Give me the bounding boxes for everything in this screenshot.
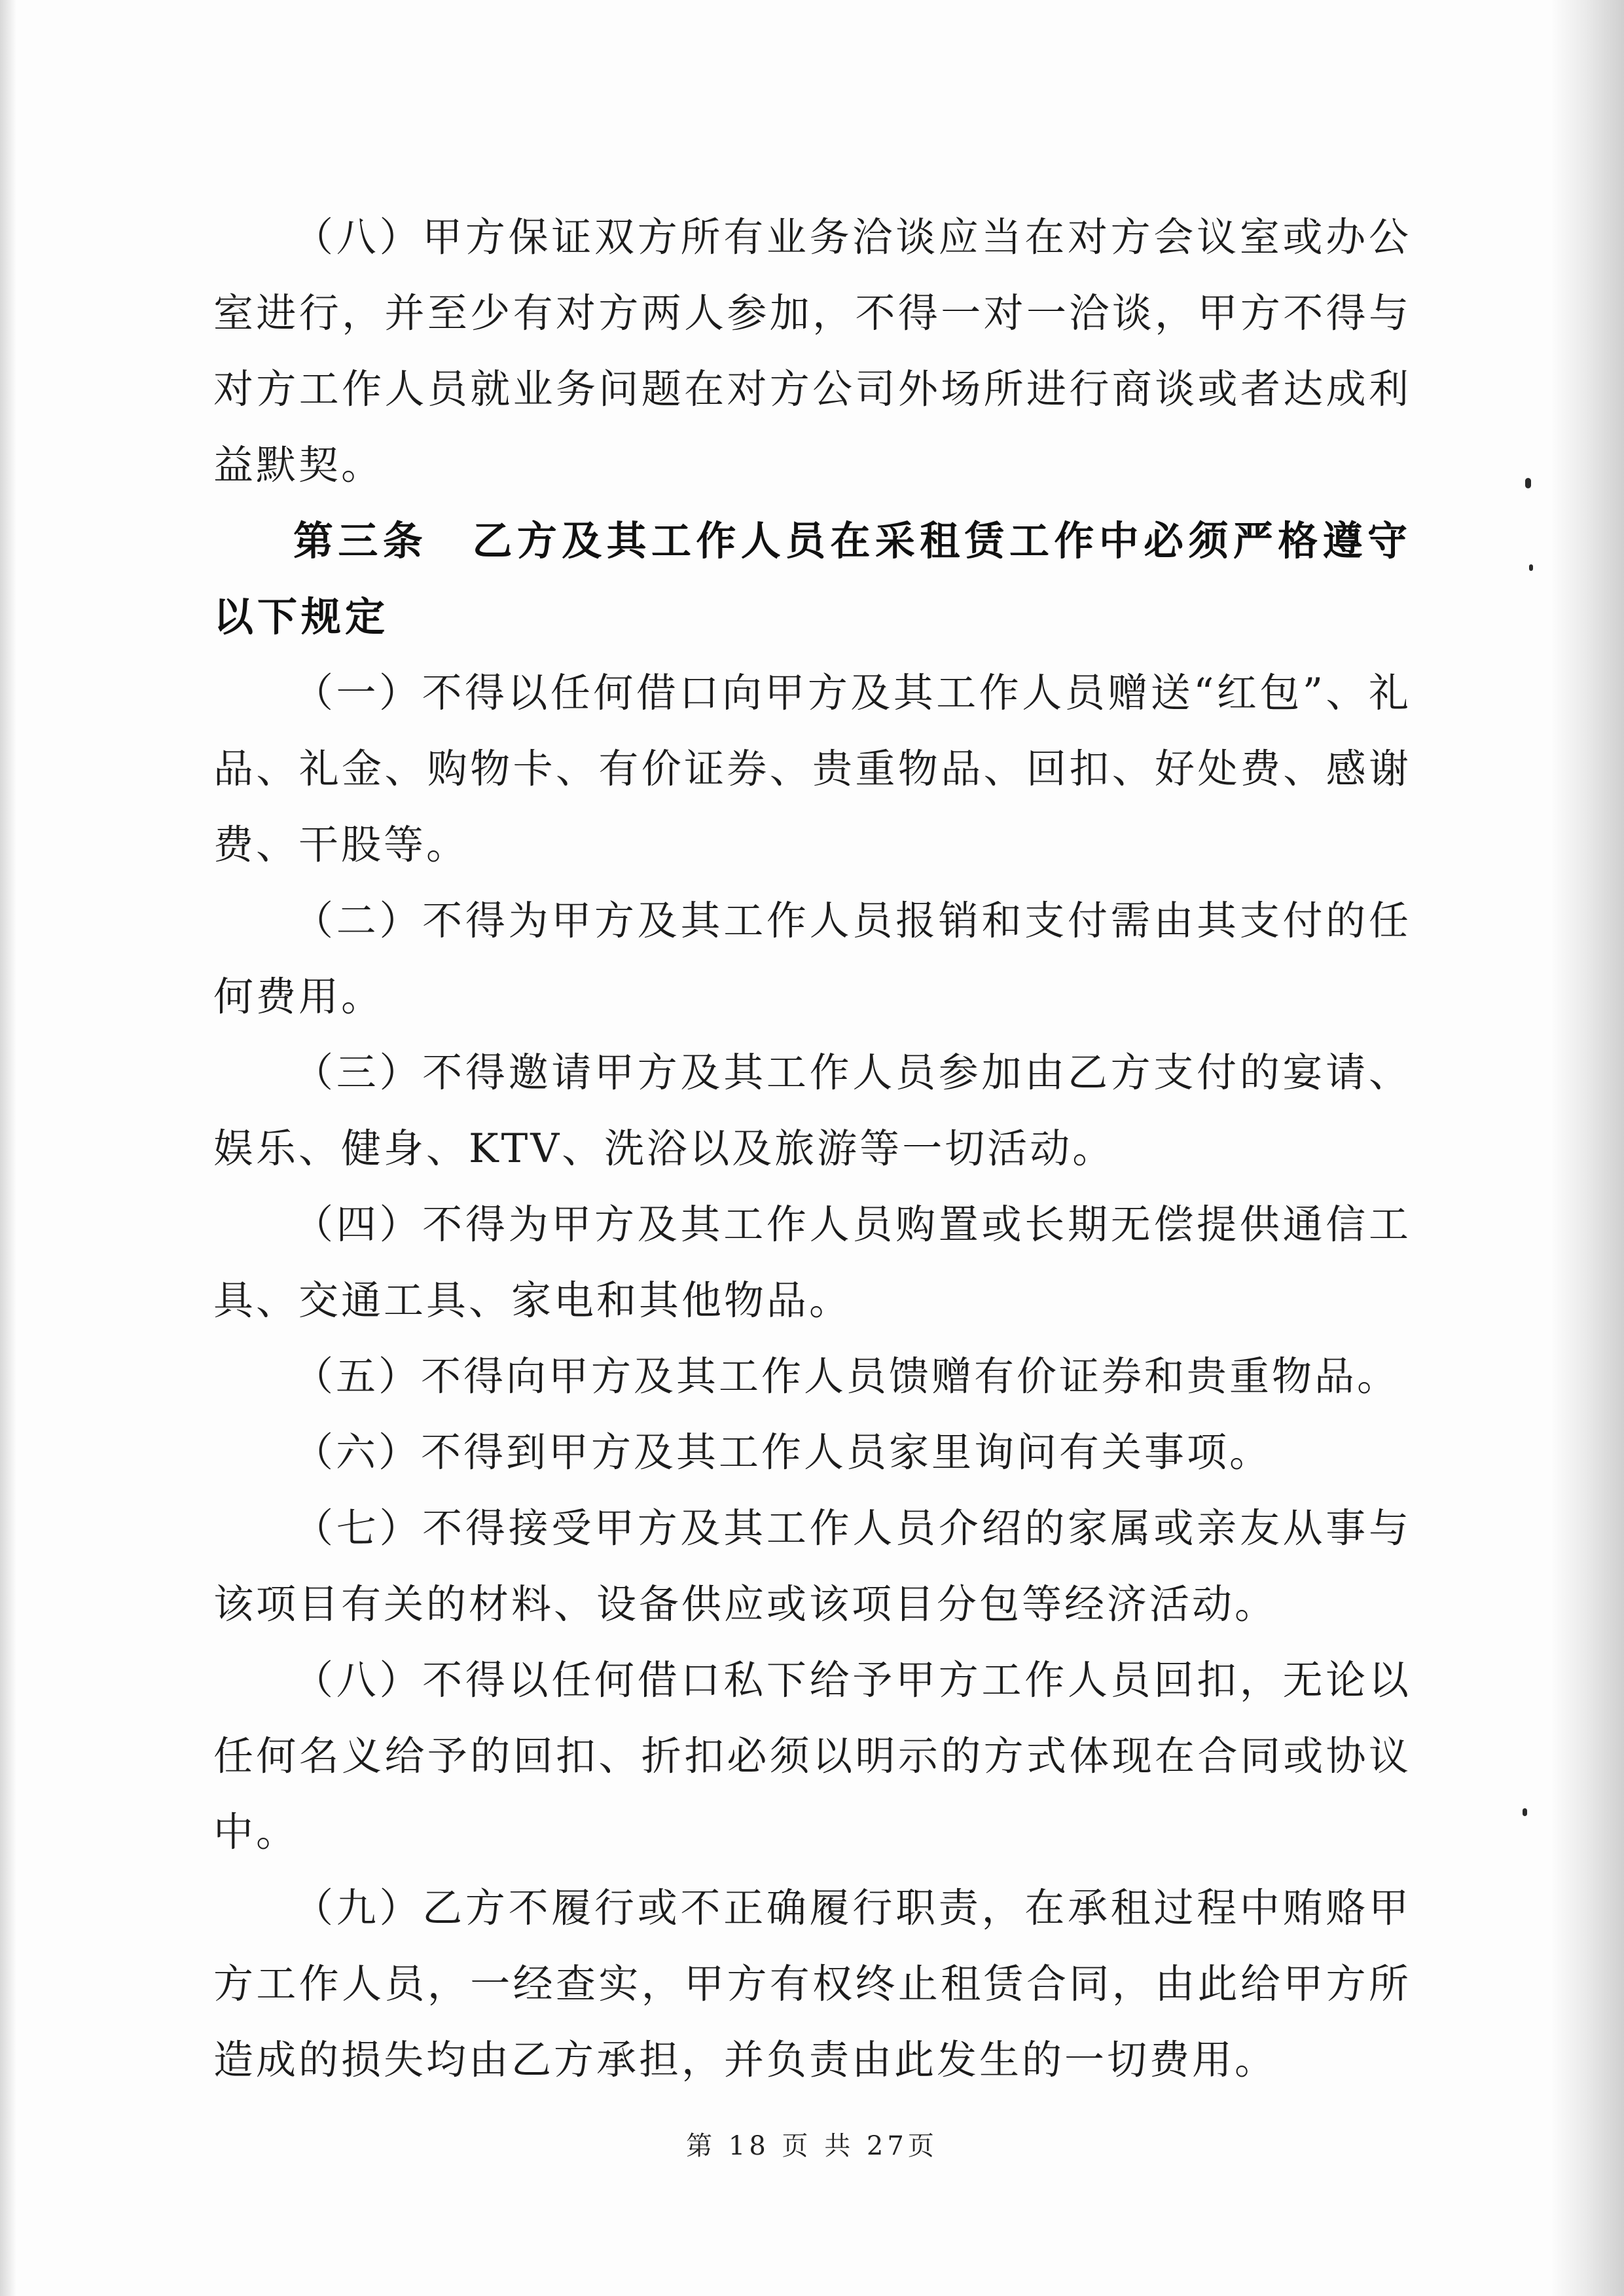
scan-speck: [1525, 478, 1531, 488]
paragraph-clause-3-3: （三）不得邀请甲方及其工作人员参加由乙方支付的宴请、娱乐、健身、KTV、洗浴以及旅游等一切活动。: [213, 1049, 1411, 1172]
paragraph-clause-3-8: （八）不得以任何借口私下给予甲方工作人员回扣，无论以任何名义给予的回扣、折扣必须以明示的方式体现在合同或协议中。: [213, 1657, 1411, 1855]
paragraph-clause-3-6: （六）不得到甲方及其工作人员家里询问有关事项。: [293, 1429, 1272, 1476]
scan-speck: [1529, 564, 1533, 571]
article-3-heading: 第三条 乙方及其工作人员在采租赁工作中必须严格遵守以下规定: [213, 518, 1411, 640]
scan-left-edge: [0, 0, 16, 2296]
paragraph-clause-3-5: （五）不得向甲方及其工作人员馈赠有价证券和贵重物品。: [293, 1353, 1400, 1400]
paragraph-clause-3-2: （二）不得为甲方及其工作人员报销和支付需由其支付的任何费用。: [213, 898, 1411, 1020]
paragraph-clause-3-9: （九）乙方不履行或不正确履行职责，在承租过程中贿赂甲方工作人员，一经查实，甲方有权终止租赁合同，由此给甲方所造成的损失均由乙方承担，并负责由此发生的一切费用。: [213, 1885, 1411, 2083]
page-number-footer: 第 18 页 共 27页: [686, 2131, 938, 2161]
paragraph-clause-3-4: （四）不得为甲方及其工作人员购置或长期无偿提供通信工具、交通工具、家电和其他物品。: [213, 1201, 1411, 1324]
scan-right-edge: [1552, 0, 1624, 2296]
paragraph-clause-3-1: （一）不得以任何借口向甲方及其工作人员赠送“红包”、礼品、礼金、购物卡、有价证券、贵重物品、回扣、好处费、感谢费、干股等。: [213, 670, 1411, 868]
paragraph-clause-2-8: （八）甲方保证双方所有业务洽谈应当在对方会议室或办公室进行，并至少有对方两人参加，不得一对一洽谈，甲方不得与对方工作人员就业务问题在对方公司外场所进行商谈或者达成利益默契。: [213, 214, 1411, 488]
scan-speck: [1523, 1808, 1527, 1816]
paragraph-clause-3-7: （七）不得接受甲方及其工作人员介绍的家属或亲友从事与该项目有关的材料、设备供应或该项目分包等经济活动。: [213, 1505, 1411, 1628]
document-body: [213, 200, 1411, 2098]
